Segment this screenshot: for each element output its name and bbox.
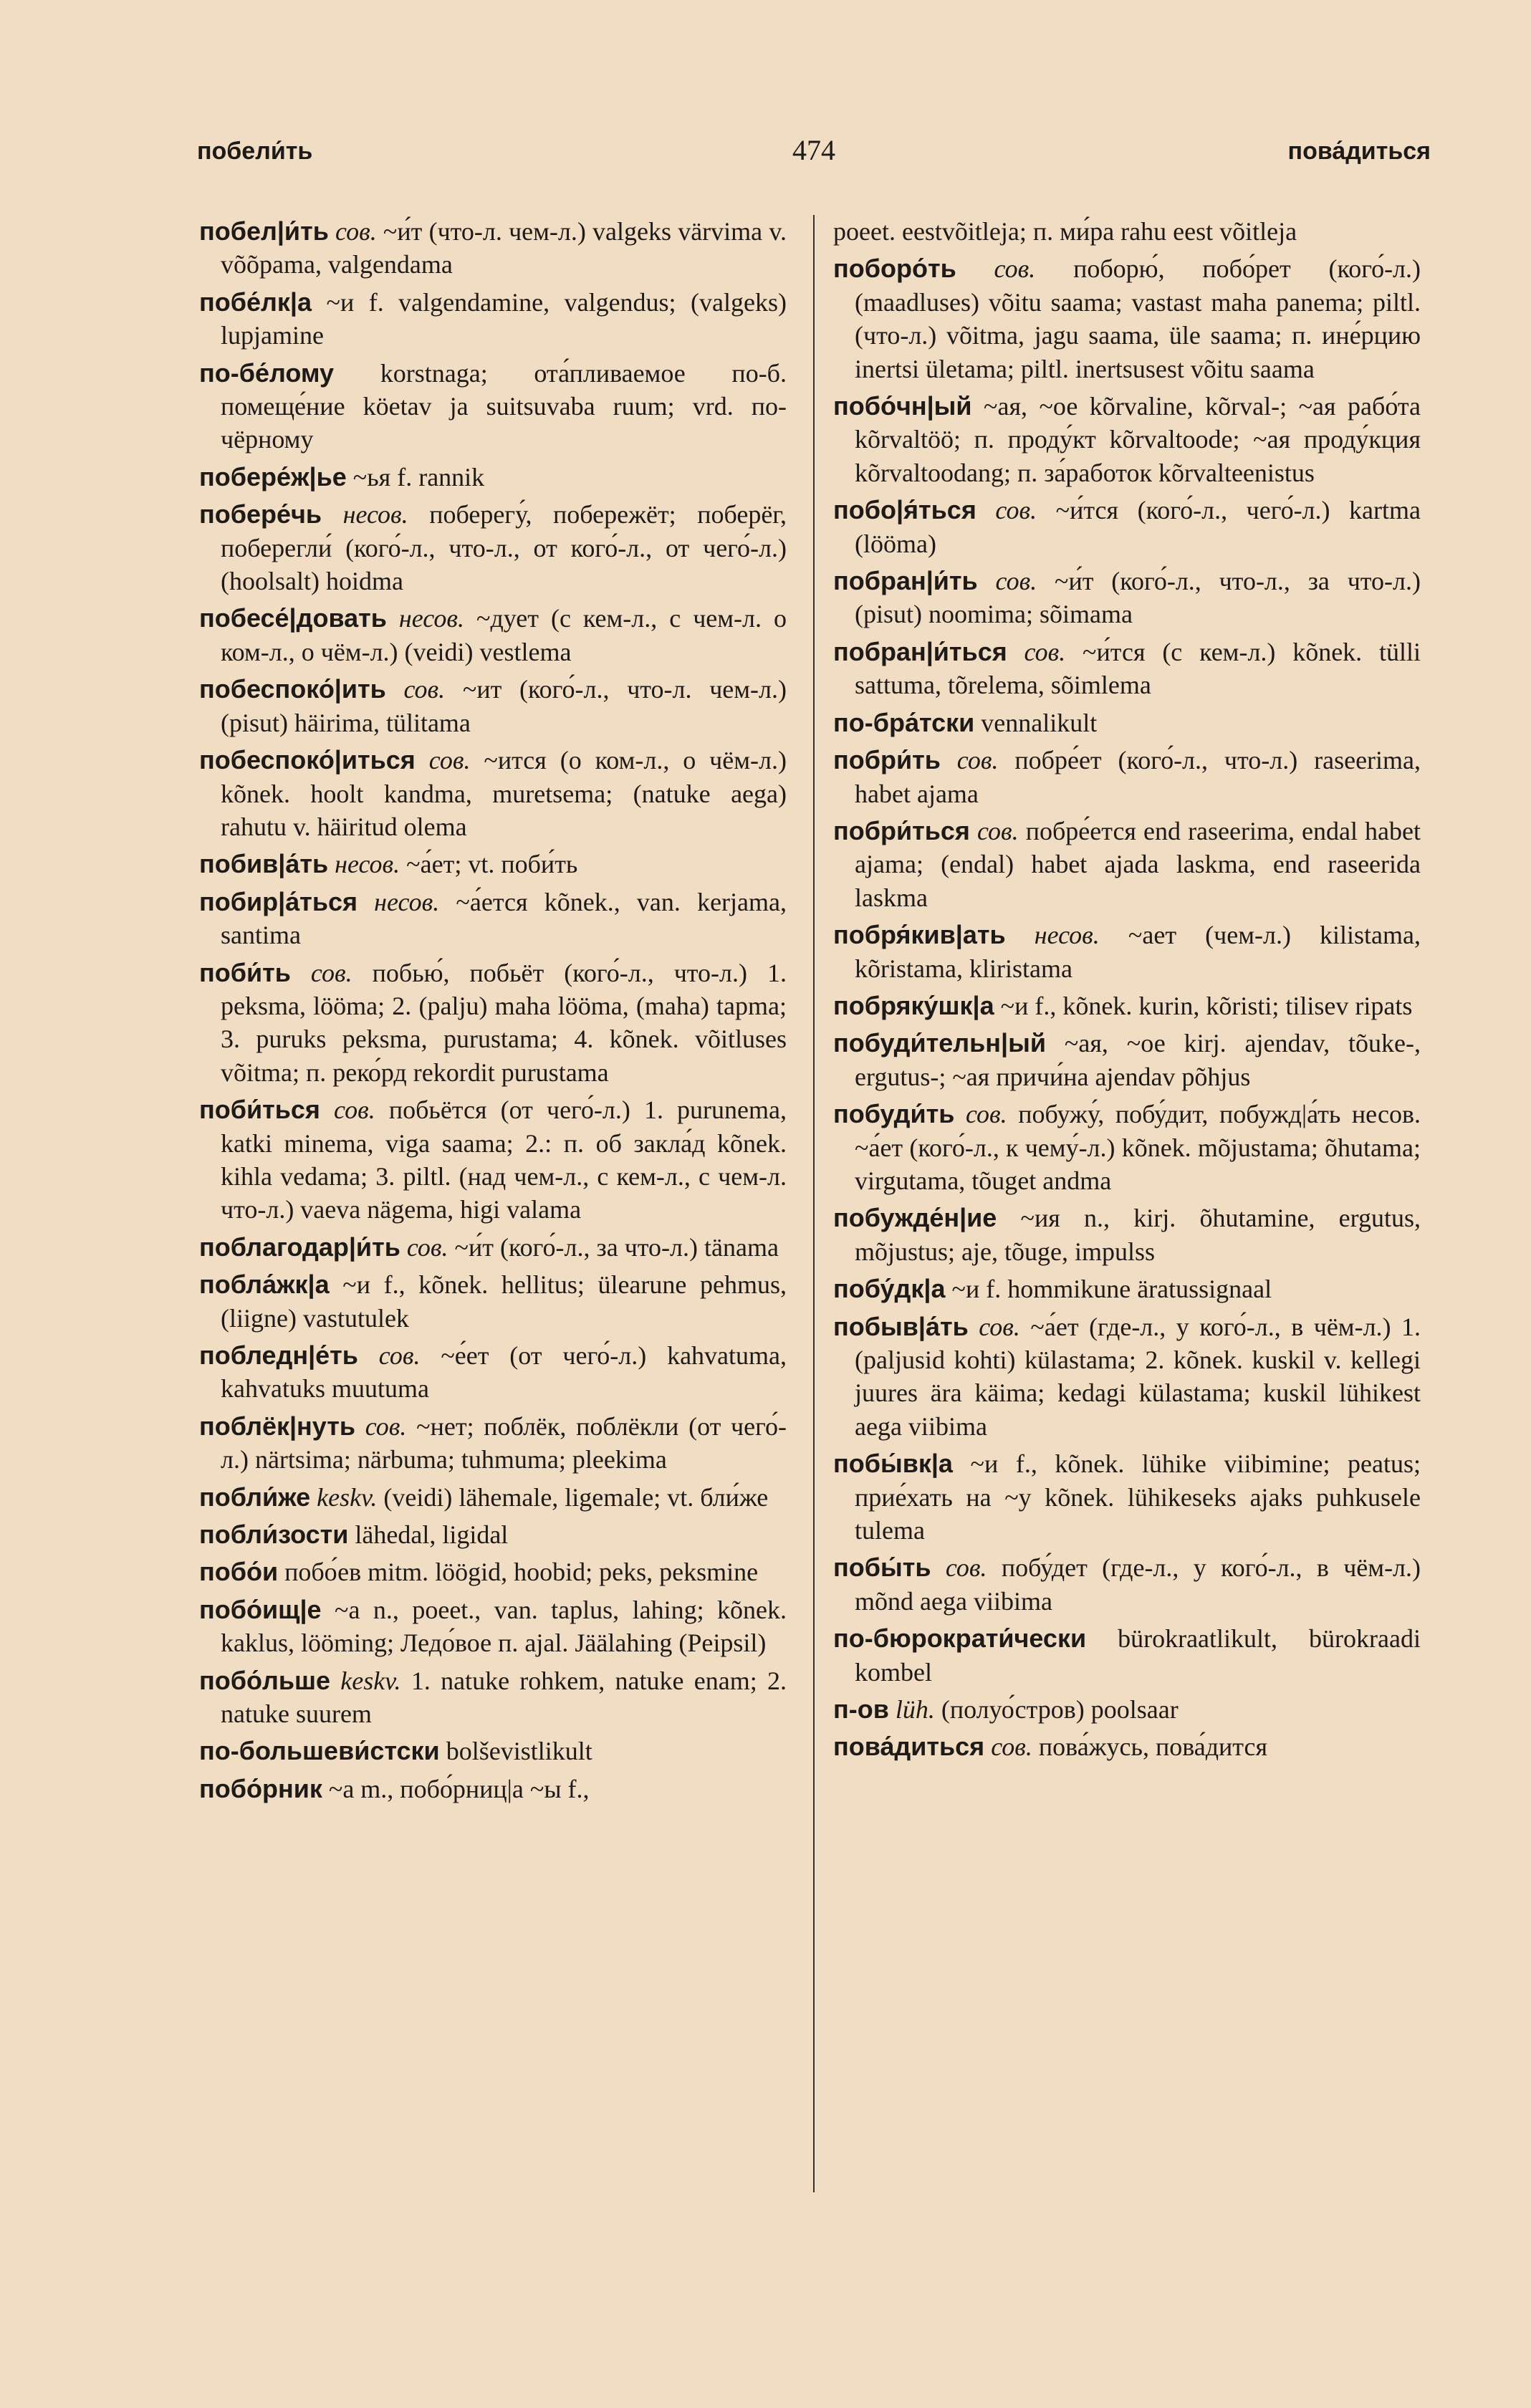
entry-headword: побли́зости (199, 1520, 349, 1550)
entry-grammar-label: lüh. (895, 1695, 935, 1725)
entry-grammar-label: сов. (1024, 637, 1066, 666)
entry-headword: побужде́н|ие (833, 1203, 997, 1233)
dictionary-entry (833, 1272, 1421, 1305)
entry-text: 1. natuke rohkem, natuke enam; 2. natuke suurem (221, 1666, 787, 1729)
dictionary-entry (833, 1201, 1421, 1268)
entry-headword: побри́ться (833, 815, 970, 845)
entry-text: побре́ет (кого́-л., что-л.) raseerima, habet ajama (855, 746, 1421, 808)
entry-headword: побли́же (199, 1482, 311, 1512)
entry-headword: побо́рник (199, 1773, 322, 1803)
entry-grammar-label: сов. (995, 496, 1037, 525)
dictionary-entry (199, 1339, 787, 1406)
entry-text: побью́, побьёт (кого́-л., что-л.) 1. peksma, lööma; 2. (palju) maha lööma, (maha) tapma; 3. puruks peksma, purustama; 4. kõnek. võitluses võitma; п. реко́рд rekordit purustama (221, 958, 787, 1087)
entry-headword: побы́ть (833, 1553, 931, 1583)
entry-headword: побе́лк|а (199, 287, 312, 317)
dictionary-entry (199, 1481, 787, 1514)
page-header (197, 134, 1431, 181)
dictionary-entry (833, 918, 1421, 985)
entry-grammar-label: сов. (976, 816, 1019, 845)
entry-headword: побри́ть (833, 745, 941, 775)
entry-text: (полуо́стров) poolsaar (934, 1695, 1179, 1725)
dictionary-entry (199, 1518, 787, 1551)
entry-text: поберегу́, побережёт; поберёг, поберегли́ (кого́-л., что-л., от кого́-л., от чего́-л.) (hoolsalt) hoidma (221, 500, 787, 596)
entry-headword: по-бюрократи́чески (833, 1623, 1087, 1654)
dictionary-entry (833, 1622, 1421, 1689)
entry-text: lähedal, ligidal (348, 1520, 509, 1550)
entry-text: vennalikult (974, 708, 1098, 737)
dictionary-entry (199, 498, 787, 598)
entry-text: побо́ев mitm. löögid, hoobid; peks, peksmine (278, 1558, 759, 1587)
entry-grammar-label: несов. (398, 604, 464, 633)
entry-grammar-label: сов. (403, 675, 446, 704)
entry-grammar-label: сов. (979, 1312, 1020, 1341)
entry-headword: побряку́шк|а (833, 990, 994, 1020)
entry-headword: побеспоко́|ить (199, 674, 386, 704)
entry-text: ~а n., poeet., van. taplus, lahing; kõnek. kaklus, lööming; Ледо́вое п. ajal. Jäälahing (Peipsil) (221, 1595, 787, 1658)
entry-text: ~а́ет (где-л., у кого́-л., в чём-л.) 1. (paljusid kohti) külastama; 2. kõnek. kuskil v. kellegi juures ära käima; kedagi külastama; kuskil lühikest aega viibima (855, 1312, 1421, 1441)
entry-headword: побо́ищ|е (199, 1594, 322, 1624)
entry-text: ~ая, ~ое kirj. ajendav, tõuke-, ergutus-; ~ая причи́на ajendav põhjus (855, 1029, 1421, 1091)
entry-text: ~и́тся (кого́-л., чего́-л.) kartma (lööma) (855, 496, 1421, 558)
entry-text: poeet. eestvõitleja; п. ми́ра rahu eest võitleja (833, 217, 1297, 246)
dictionary-entry (199, 1593, 787, 1660)
dictionary-entry (199, 1093, 787, 1227)
dictionary-entry (833, 1447, 1421, 1547)
entry-text: ~и f. hommikune äratussignaal (945, 1275, 1272, 1304)
entry-headword: поби́ть (199, 957, 291, 987)
entry-headword: побу́дк|а (833, 1274, 946, 1304)
entry-headword: п-ов (833, 1694, 889, 1725)
dictionary-entry (199, 886, 787, 952)
entry-grammar-label: несов. (335, 850, 400, 879)
entry-headword: побыв|а́ть (833, 1311, 969, 1341)
entry-grammar-label: keskv. (317, 1482, 378, 1512)
entry-text: ~ит (кого́-л., что-л. чем-л.) (pisut) häirima, tülitama (221, 675, 787, 737)
entry-grammar-label: сов. (965, 1100, 1007, 1129)
dictionary-entry (833, 215, 1421, 248)
header-left-guideword: побели́ть (197, 138, 313, 165)
entry-text: ~а́ет; vt. поби́ть (400, 850, 578, 879)
dictionary-entry (199, 1735, 787, 1767)
entry-headword: поблагодар|и́ть (199, 1232, 400, 1262)
entry-text: ~и́т (кого́-л., что-л., за что-л.) (pisut) noomima; sõimama (855, 567, 1421, 629)
entry-text: поборю́, побо́рет (кого́-л.) (maadluses) võitu saama; vastast maha panema; piltl. (что-л.) võitma, jagu saama, üle saama; п. ине́рцию inertsi ületama; piltl. inertsusest võitu saama (855, 254, 1421, 383)
dictionary-entry (833, 494, 1421, 560)
entry-headword: побран|и́ть (833, 566, 978, 596)
column-divider (813, 215, 815, 2192)
entry-grammar-label: сов. (956, 746, 999, 775)
dictionary-entry (199, 602, 787, 668)
dictionary-entry (199, 1664, 787, 1731)
entry-grammar-label: несов. (374, 887, 440, 916)
entry-text: побу́дет (где-л., у кого́-л., в чём-л.) mõnd aega viibima (855, 1553, 1421, 1616)
entry-headword: поби́ться (199, 1095, 320, 1125)
entry-grammar-label: сов. (428, 746, 471, 775)
entry-text: ~ия n., kirj. õhutamine, ergutus, mõjustus; aje, tõuge, impulss (855, 1204, 1421, 1266)
dictionary-entry (199, 673, 787, 739)
dictionary-entry (833, 744, 1421, 810)
entry-text: ~и́т (что-л. чем-л.) valgeks värvima v. võõpama, valgendama (221, 217, 787, 279)
entry-text: ~ает (чем-л.) kilistama, kõristama, kliristama (855, 921, 1421, 983)
entry-grammar-label: несов. (1034, 921, 1100, 950)
dictionary-entry (833, 635, 1421, 702)
entry-text: ~е́ет (от чего́-л.) kahvatuma, kahvatuks muutuma (221, 1341, 787, 1404)
entry-grammar-label: сов. (945, 1553, 987, 1583)
entry-grammar-label: сов. (994, 254, 1036, 284)
entry-headword: побуди́ть (833, 1099, 955, 1129)
entry-headword: по-большеви́стски (199, 1736, 440, 1766)
entry-headword: побледн|е́ть (199, 1340, 358, 1370)
entry-text: ~а m., побо́рниц|а ~ы f., (322, 1774, 590, 1803)
dictionary-entry (833, 706, 1421, 739)
entry-text: ~нет; поблёк, поблёкли (от чего́-л.) närtsima; närbuma; tuhmuma; pleekima (221, 1411, 787, 1474)
entry-text: побьётся (от чего́-л.) 1. purunema, katki minema, viga saama; 2.: п. об закла́д kõnek. kihla vedama; 3. piltl. (над чем-л., с кем-л., с чем-л. что-л.) vaeva nägema, higi valama (221, 1095, 787, 1224)
entry-text: побре́ется end raseerima, endal habet ajama; (endal) habet ajada laskma, end raseerida laskma (855, 816, 1421, 912)
entry-headword: побесе́|довать (199, 603, 387, 633)
entry-grammar-label: сов. (406, 1232, 448, 1262)
entry-headword: побо́льше (199, 1665, 330, 1695)
entry-text: ~ая, ~ое kõrvaline, kõrval-; ~ая рабо́та kõrvaltöö; п. проду́кт kõrvaltoode; ~ая проду́кция kõrvaltoodang; п. за́работок kõrvalteenistus (855, 392, 1421, 487)
dictionary-entry (833, 1098, 1421, 1197)
entry-text: ~и f., kõnek. lühike viibimine; peatus; прие́хать на ~у kõnek. lühikeseks ajaks puhkusele tulema (855, 1449, 1421, 1545)
entry-headword: поблёк|нуть (199, 1411, 356, 1441)
entry-text: ~и f., kõnek. kurin, kõristi; tilisev ripats (994, 991, 1413, 1020)
entry-headword: побла́жк|а (199, 1270, 330, 1300)
entry-headword: побере́чь (199, 499, 322, 529)
entry-text: ~дует (с кем-л., с чем-л. о ком-л., о чём-л.) (veidi) vestlema (221, 604, 787, 666)
entry-text: ~и́т (кого́-л., за что-л.) tänama (448, 1232, 779, 1262)
dictionary-entry (833, 989, 1421, 1022)
entry-text: (veidi) lähemale, ligemale; vt. бли́же (377, 1482, 769, 1512)
entry-headword: побеспоко́|иться (199, 745, 416, 775)
dictionary-entry (833, 1730, 1421, 1763)
entry-text: ~ья f. rannik (346, 462, 485, 491)
entry-headword: побир|а́ться (199, 886, 357, 916)
right-column (833, 215, 1421, 1764)
dictionary-entry (833, 1027, 1421, 1093)
left-column (199, 215, 787, 1805)
entry-headword: побо́и (199, 1557, 279, 1587)
dictionary-entry (199, 357, 787, 456)
dictionary-entry (199, 215, 787, 282)
entry-grammar-label: сов. (334, 1095, 375, 1125)
entry-grammar-label: сов. (378, 1341, 421, 1370)
entry-text: пова́жусь, пова́дится (1032, 1732, 1268, 1762)
entry-text: ~ится (о ком-л., о чём-л.) kõnek. hoolt kandma, muretsema; (natuke aega) rahutu v. häiritud olema (221, 746, 787, 841)
entry-headword: побере́ж|ье (199, 461, 347, 491)
dictionary-entry (199, 956, 787, 1090)
dictionary-entry (199, 744, 787, 843)
dictionary-entry (833, 1551, 1421, 1618)
entry-headword: побран|и́ться (833, 636, 1007, 666)
entry-headword: пова́диться (833, 1732, 985, 1762)
entry-text: bolševistlikult (439, 1737, 592, 1766)
dictionary-entry (199, 1555, 787, 1588)
dictionary-entry (199, 1410, 787, 1477)
entry-headword: побо|я́ться (833, 495, 976, 525)
entry-text: побужу́, побу́дит, побужд|а́ть несов. ~а́ет (кого́-л., к чему́-л.) kõnek. mõjustama; õhutama; virgutama, tõuget andma (855, 1100, 1421, 1195)
entry-headword: побо́чн|ый (833, 391, 972, 421)
dictionary-entry (833, 565, 1421, 631)
entry-text: ~и́тся (с кем-л.) kõnek. tülli sattuma, tõrelema, sõimlema (855, 637, 1421, 700)
entry-grammar-label: сов. (995, 567, 1037, 596)
entry-grammar-label: несов. (342, 500, 408, 529)
entry-grammar-label: сов. (991, 1732, 1032, 1762)
entry-text: ~и f., kõnek. hellitus; ülearune pehmus, (liigne) vastutulek (221, 1270, 787, 1333)
entry-text: ~и f. valgendamine, valgendus; (valgeks) lupjamine (221, 287, 787, 350)
dictionary-entry (199, 1268, 787, 1335)
dictionary-entry (833, 1310, 1421, 1444)
entry-headword: побря́кив|ать (833, 920, 1006, 950)
dictionary-entry (199, 461, 787, 494)
entry-text: korstnaga; ота́пливаемое по-б. помеще́ние köetav ja suitsuvaba ruum; vrd. по-чёрному (221, 358, 787, 454)
dictionary-entry (833, 252, 1421, 385)
entry-headword: по-бра́тски (833, 707, 975, 737)
dictionary-entry (199, 1231, 787, 1264)
entry-grammar-label: сов. (310, 958, 352, 987)
dictionary-entry (833, 390, 1421, 489)
entry-headword: побы́вк|а (833, 1449, 953, 1479)
entry-headword: побуди́тельн|ый (833, 1028, 1046, 1058)
entry-grammar-label: keskv. (340, 1666, 401, 1695)
entry-grammar-label: сов. (365, 1411, 407, 1441)
header-right-guideword: пова́диться (1287, 138, 1431, 165)
dictionary-entry (833, 1693, 1421, 1726)
entry-headword: по-бе́лому (199, 358, 335, 388)
entry-headword: побел|и́ть (199, 216, 329, 246)
dictionary-entry (199, 1773, 787, 1805)
entry-text: ~а́ется kõnek., van. kerjama, santima (221, 887, 787, 950)
dictionary-entry (833, 815, 1421, 914)
page-number: 474 (792, 134, 835, 166)
entry-headword: поборо́ть (833, 254, 956, 284)
entry-headword: побив|а́ть (199, 849, 329, 879)
dictionary-entry (199, 848, 787, 881)
entry-grammar-label: сов. (335, 217, 377, 246)
entry-text: bürokraatlikult, bürokraadi kombel (855, 1624, 1421, 1687)
dictionary-entry (199, 286, 787, 352)
